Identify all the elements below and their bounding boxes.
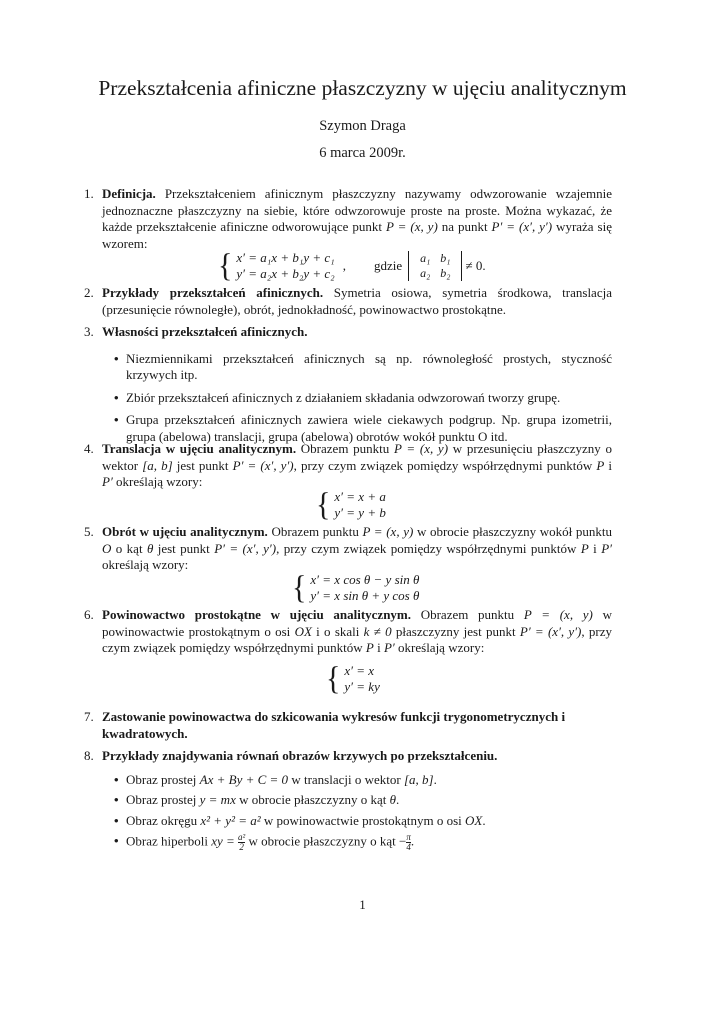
math-inline: O bbox=[102, 540, 112, 556]
paragraph-text: i o skali bbox=[311, 623, 364, 639]
section-7 bbox=[84, 709, 612, 742]
list-item-text: Niezmiennikami przekształceń afinicznych są np. równoległość prostych, styczność krzywych itp. bbox=[126, 350, 612, 382]
fraction-denominator: 2 bbox=[239, 842, 244, 852]
list-item-text: Obraz hiperboli bbox=[126, 833, 212, 849]
list-item-text: w translacji o wektor bbox=[288, 771, 404, 787]
equation-system bbox=[292, 568, 612, 606]
bullet-icon: • bbox=[114, 812, 119, 828]
paragraph-text: w przesunięciu płaszczyzny o wektor bbox=[102, 441, 612, 473]
bullet-icon: • bbox=[114, 412, 119, 427]
paragraph-text: w powinowactwie prostokątnym o osi bbox=[102, 607, 612, 639]
section-number: 3. bbox=[84, 324, 94, 339]
section-number: 5. bbox=[84, 524, 94, 539]
bullet-icon: • bbox=[114, 833, 119, 848]
paragraph-text: w obrocie płaszczyzny wokół punktu bbox=[413, 524, 612, 539]
determinant bbox=[408, 251, 462, 281]
paragraph-text: o kąt bbox=[111, 540, 147, 556]
left-brace: { bbox=[218, 247, 233, 284]
paragraph-text: , przy czym związek pomiędzy współrzędnymi punktów bbox=[293, 457, 597, 473]
section-5 bbox=[84, 524, 612, 604]
paragraph-text: i bbox=[373, 640, 384, 655]
author: Szymon Draga bbox=[319, 118, 406, 134]
comma: , bbox=[342, 258, 346, 273]
section-3 bbox=[84, 324, 612, 445]
list-item-text: w obrocie płaszczyzny o kąt bbox=[245, 833, 399, 849]
list-item bbox=[102, 351, 612, 384]
equation-line: x′ = x + a bbox=[334, 488, 386, 504]
math-inline: P = (x, y) bbox=[385, 219, 438, 234]
section-heading: Obrót w ujęciu analitycznym. bbox=[102, 524, 268, 539]
section-number: 7. bbox=[84, 709, 94, 724]
paragraph-text: na punkt bbox=[437, 219, 492, 234]
equation-line: y′ = x sin θ + y cos θ bbox=[310, 587, 420, 603]
paragraph-text: płaszczyzny jest punkt bbox=[391, 623, 520, 639]
det-entry: a₁ bbox=[420, 251, 431, 265]
paragraph-text: określają wzory: bbox=[112, 474, 203, 489]
paragraph-text: , przy czym związek pomiędzy współrzędnymi punktów bbox=[276, 540, 581, 556]
list-item-text: Grupa przekształceń afinicznych zawiera wiele ciekawych podgrup. Np. grupa izometrii, grupa (abelowa) translacji, grupa (abelowa) obrotów wokół punktu O itd. bbox=[126, 412, 612, 444]
section-8 bbox=[84, 748, 612, 852]
paragraph-text: jest punkt bbox=[172, 457, 233, 473]
date: 6 marca 2009r. bbox=[319, 145, 406, 161]
list-item-text: w obrocie płaszczyzny o kąt bbox=[235, 792, 390, 807]
math-inline: x² + y² = a² bbox=[200, 812, 261, 828]
left-brace: { bbox=[292, 568, 307, 606]
section-number: 8. bbox=[84, 748, 94, 763]
list-item bbox=[102, 833, 612, 852]
paragraph-text: jest punkt bbox=[153, 540, 215, 556]
section-heading: Translacja w ujęciu analitycznym. bbox=[102, 441, 297, 456]
equation-line: y′ = a₂x + b₂y + c₂ bbox=[236, 266, 335, 281]
equation-line: x′ = a₁x + b₁y + c₁ bbox=[236, 250, 335, 265]
math-inline: θ bbox=[389, 792, 397, 807]
list-item bbox=[102, 792, 612, 809]
section-4 bbox=[84, 441, 612, 521]
math-inline: P′ = (x′, y′) bbox=[214, 540, 277, 556]
math-inline: − bbox=[399, 833, 407, 849]
bullet-icon: • bbox=[114, 792, 119, 807]
section-number: 1. bbox=[84, 186, 94, 201]
list-item-text: w powinowactwie prostokątnym o osi bbox=[260, 812, 466, 828]
det-entry: b₁ bbox=[440, 251, 451, 265]
math-inline: OX bbox=[294, 623, 312, 639]
section-number: 6. bbox=[84, 607, 94, 622]
paragraph-text: Obrazem punktu bbox=[296, 441, 394, 456]
math-inline: P′ bbox=[383, 640, 395, 655]
section-heading: Powinowactwo prostokątne w ujęciu analitycznym. bbox=[102, 607, 412, 622]
section-number: 2. bbox=[84, 285, 94, 300]
list-item-text: Obraz prostej bbox=[126, 771, 200, 787]
section-heading: Przykłady znajdywania równań obrazów krzywych po przekształceniu. bbox=[102, 748, 498, 763]
paragraph-text: i bbox=[604, 457, 612, 473]
equation-system bbox=[218, 247, 612, 284]
math-inline: P′ bbox=[102, 474, 113, 489]
left-brace: { bbox=[316, 485, 331, 523]
section-number: 4. bbox=[84, 441, 94, 456]
paragraph-text: Obrazem punktu bbox=[267, 524, 363, 539]
math-inline: P bbox=[580, 540, 589, 556]
bullet-icon: • bbox=[114, 350, 119, 366]
fraction-numerator: π bbox=[406, 832, 411, 842]
list-item-text: . bbox=[410, 833, 415, 849]
section-heading: Własności przekształceń afinicznych. bbox=[102, 324, 308, 339]
paragraph-text: i bbox=[588, 540, 602, 556]
list-item-text: . bbox=[433, 771, 437, 787]
section-heading: Przykłady przekształceń afinicznych. bbox=[102, 285, 324, 300]
det-entry: a₂ bbox=[420, 266, 431, 280]
paragraph-text: Symetria osiowa, symetria środkowa, translacja (przesunięcie równoległe), obrót, jednokładność, powinowactwo prostokątne. bbox=[102, 285, 612, 317]
math-inline: P bbox=[596, 457, 605, 473]
where-label: gdzie bbox=[373, 258, 403, 273]
section-1 bbox=[84, 186, 612, 282]
math-inline: P = (x, y) bbox=[393, 441, 449, 456]
list-item-text: . bbox=[482, 812, 486, 828]
section-heading: Zastowanie powinowactwa do szkicowania wykresów funkcji trygonometrycznych i kwadratowych. bbox=[102, 709, 566, 741]
paragraph-text: , przy czym związek pomiędzy współrzędnymi punktów bbox=[102, 623, 613, 655]
math-inline: Ax + By + C = 0 bbox=[199, 771, 289, 787]
section-6 bbox=[84, 607, 612, 695]
paragraph-text: określają wzory: bbox=[102, 557, 189, 572]
section-2 bbox=[84, 285, 612, 318]
math-inline: P = (x, y) bbox=[523, 607, 593, 622]
fraction-numerator: a² bbox=[238, 832, 246, 842]
math-inline: P′ = (x′, y′) bbox=[232, 457, 294, 473]
paragraph-text: Przekształceniem afinicznym płaszczyzny nazywamy odwzorowanie wzajemnie jednoznaczne płaszczyzny na siebie, które odwzorowuje proste na proste. Można wykazać, że każde przekształcenie afiniczne odworowujące punkt bbox=[102, 186, 612, 234]
page-number: 1 bbox=[359, 897, 366, 912]
equation-line: y′ = y + b bbox=[334, 504, 386, 520]
not-equal-zero: ≠ 0. bbox=[465, 258, 486, 273]
list-item-text: Obraz okręgu bbox=[126, 812, 201, 828]
math-inline: P′ = (x′, y′) bbox=[519, 623, 582, 639]
math-inline: y = mx bbox=[199, 792, 236, 807]
list-item-text: Obraz prostej bbox=[126, 792, 200, 807]
math-inline: k ≠ 0 bbox=[363, 623, 392, 639]
math-inline: θ bbox=[146, 540, 154, 556]
section-heading: Definicja. bbox=[102, 186, 156, 201]
math-inline: xy = bbox=[211, 833, 235, 849]
equation-line: x′ = x cos θ − y sin θ bbox=[310, 571, 420, 587]
math-inline: P′ bbox=[601, 540, 612, 556]
equation-line: x′ = x bbox=[344, 662, 375, 678]
paragraph-text: Obrazem punktu bbox=[411, 607, 524, 622]
document-title: Przekształcenia afiniczne płaszczyzny w ujęciu analitycznym bbox=[98, 76, 627, 100]
left-brace: { bbox=[326, 659, 341, 697]
det-entry: b₂ bbox=[440, 266, 451, 280]
equation-system bbox=[326, 659, 612, 697]
paragraph-text: wyraża się wzorem: bbox=[102, 219, 612, 251]
bullet-icon: • bbox=[114, 771, 119, 787]
math-inline: P = (x, y) bbox=[362, 524, 414, 539]
math-inline: [a, b] bbox=[142, 457, 173, 473]
list-item-text: . bbox=[396, 792, 400, 807]
math-inline: P bbox=[365, 640, 374, 655]
math-inline: [a, b] bbox=[403, 771, 434, 787]
bullet-icon: • bbox=[114, 389, 119, 405]
paragraph-text: określają wzory: bbox=[394, 640, 485, 655]
list-item bbox=[102, 813, 612, 830]
math-inline: P′ = (x′, y′) bbox=[491, 219, 553, 234]
list-item-text: Zbiór przekształceń afinicznych z działaniem składania odwzorowań tworzy grupę. bbox=[126, 389, 561, 405]
math-inline: OX bbox=[465, 812, 483, 828]
equation-line: y′ = ky bbox=[344, 678, 380, 694]
list-item bbox=[102, 390, 612, 407]
fraction-denominator: 4 bbox=[406, 842, 411, 852]
equation-system bbox=[316, 485, 612, 523]
list-item bbox=[102, 772, 612, 789]
